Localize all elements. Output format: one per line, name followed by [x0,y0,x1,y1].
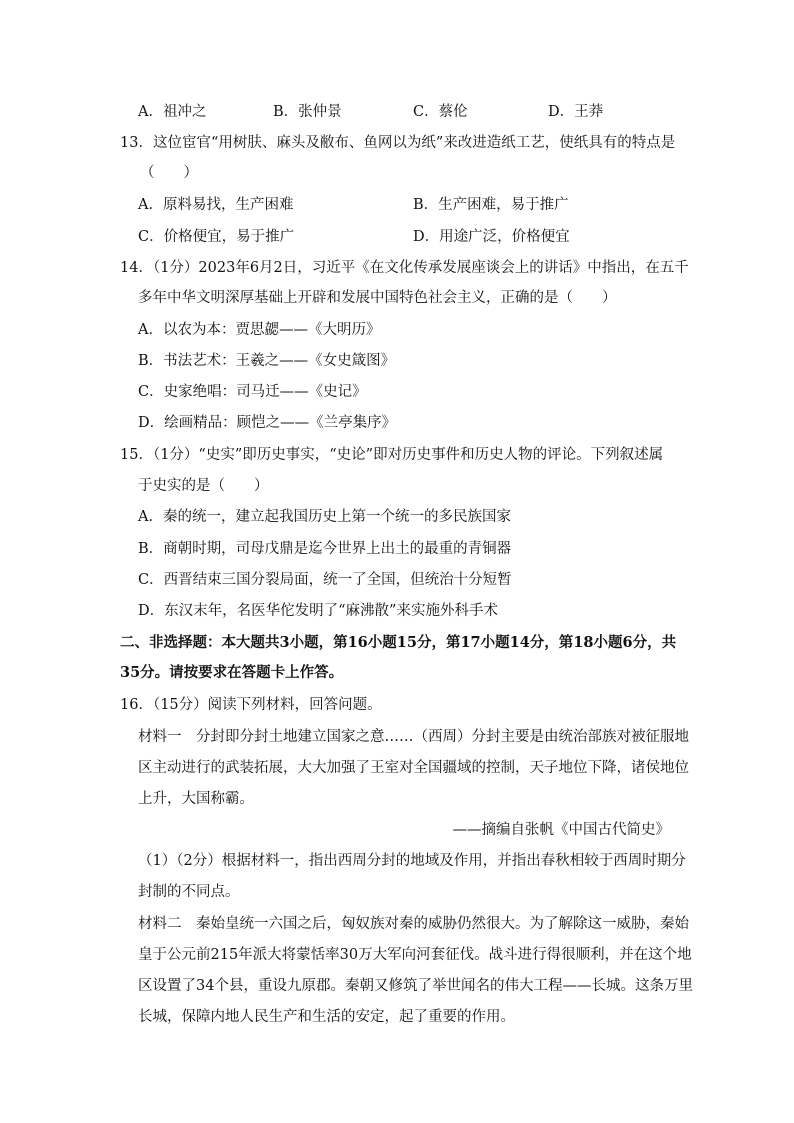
q16-sub1-line: （1）（2分）根据材料一，指出西周分封的地域及作用，并指出春秋相较于西周时期分 [138,853,686,869]
q12-option-d: D．王莽 [548,104,604,120]
q16-material1-line: 区主动进行的武装拓展，大大加强了王室对全国疆域的控制，天子地位下降，诸侯地位 [138,760,689,776]
q13-option-b: B．生产困难，易于推广 [413,197,569,213]
section2-heading-line2: 35分。请按要求在答题卡上作答。 [120,664,344,681]
q16-material1-line: 材料一 分封即分封土地建立国家之意……（西周）分封主要是由统治部族对被征服地 [138,729,689,745]
q15-stem-line1: 15．（1分）“史实”即历史事实，“史论”即对历史事件和历史人物的评论。下列叙述属 [120,447,664,463]
q16-sub1-line: 封制的不同点。 [138,884,240,900]
q16-source1: ——摘编自张帆《中国古代简史》 [452,822,670,838]
q13-stem-line1: 13．这位宦官“用树肤、麻头及敝布、鱼网以为纸”来改进造纸工艺，使纸具有的特点是 [120,135,676,151]
q12-option-c: C．蔡伦 [413,104,468,120]
q14-option-b: B．书法艺术：王羲之——《女史箴图》 [138,353,396,369]
q12-option-a: A．祖冲之 [138,104,207,120]
q14-option-c: C．史家绝唱：司马迁——《史记》 [138,384,367,400]
q16-material2-line: 材料二 秦始皇统一六国之后，匈奴族对秦的威胁仍然很大。为了解除这一威胁，秦始 [138,916,689,932]
q14-option-a: A．以农为本：贾思勰——《大明历》 [138,322,381,338]
q16-material1-line: 上升，大国称霸。 [138,791,254,807]
q14-option-d: D．绘画精品：顾恺之——《兰亭集序》 [138,415,397,431]
q16-material2-line: 长城，保障内地人民生产和生活的安定，起了重要的作用。 [138,1009,515,1025]
q12-option-b: B．张仲景 [273,104,342,120]
q15-stem-line2: 于史实的是（ ） [138,478,269,494]
section2-heading-line1: 二、非选择题：本大题共3小题，第16小题15分，第17小题14分，第18小题6分，共 [120,634,677,651]
q13-option-a: A．原料易找，生产困难 [138,197,294,213]
q15-option-a: A．秦的统一，建立起我国历史上第一个统一的多民族国家 [138,509,511,525]
q16-material2-line: 区设置了34个县，重设九原郡。秦朝又修筑了举世闻名的伟大工程——长城。这条万里 [138,978,693,994]
q13-option-c: C．价格便宜，易于推广 [138,229,295,245]
q13-option-d: D．用途广泛，价格便宜 [413,229,570,245]
q14-stem-line2: 多年中华文明深厚基础上开辟和发展中国特色社会主义，正确的是（ ） [138,290,617,306]
q16-material2-line: 皇于公元前215年派大将蒙恬率30万大军向河套征伐。战斗进行得很顺利，并在这个地 [138,947,692,963]
q15-option-b: B．商朝时期，司母戊鼎是迄今世界上出土的最重的青铜器 [138,541,512,557]
q15-option-d: D．东汉末年，名医华佗发明了“麻沸散”来实施外科手术 [138,603,498,619]
q13-stem-line2: （ ） [140,165,198,181]
q16-stem: 16．（15分）阅读下列材料，回答问题。 [120,697,382,713]
q14-stem-line1: 14．（1分）2023年6月2日，习近平《在文化传承发展座谈会上的讲话》中指出，在五千 [120,260,689,276]
q15-option-c: C．西晋结束三国分裂局面，统一了全国，但统治十分短暂 [138,572,512,588]
